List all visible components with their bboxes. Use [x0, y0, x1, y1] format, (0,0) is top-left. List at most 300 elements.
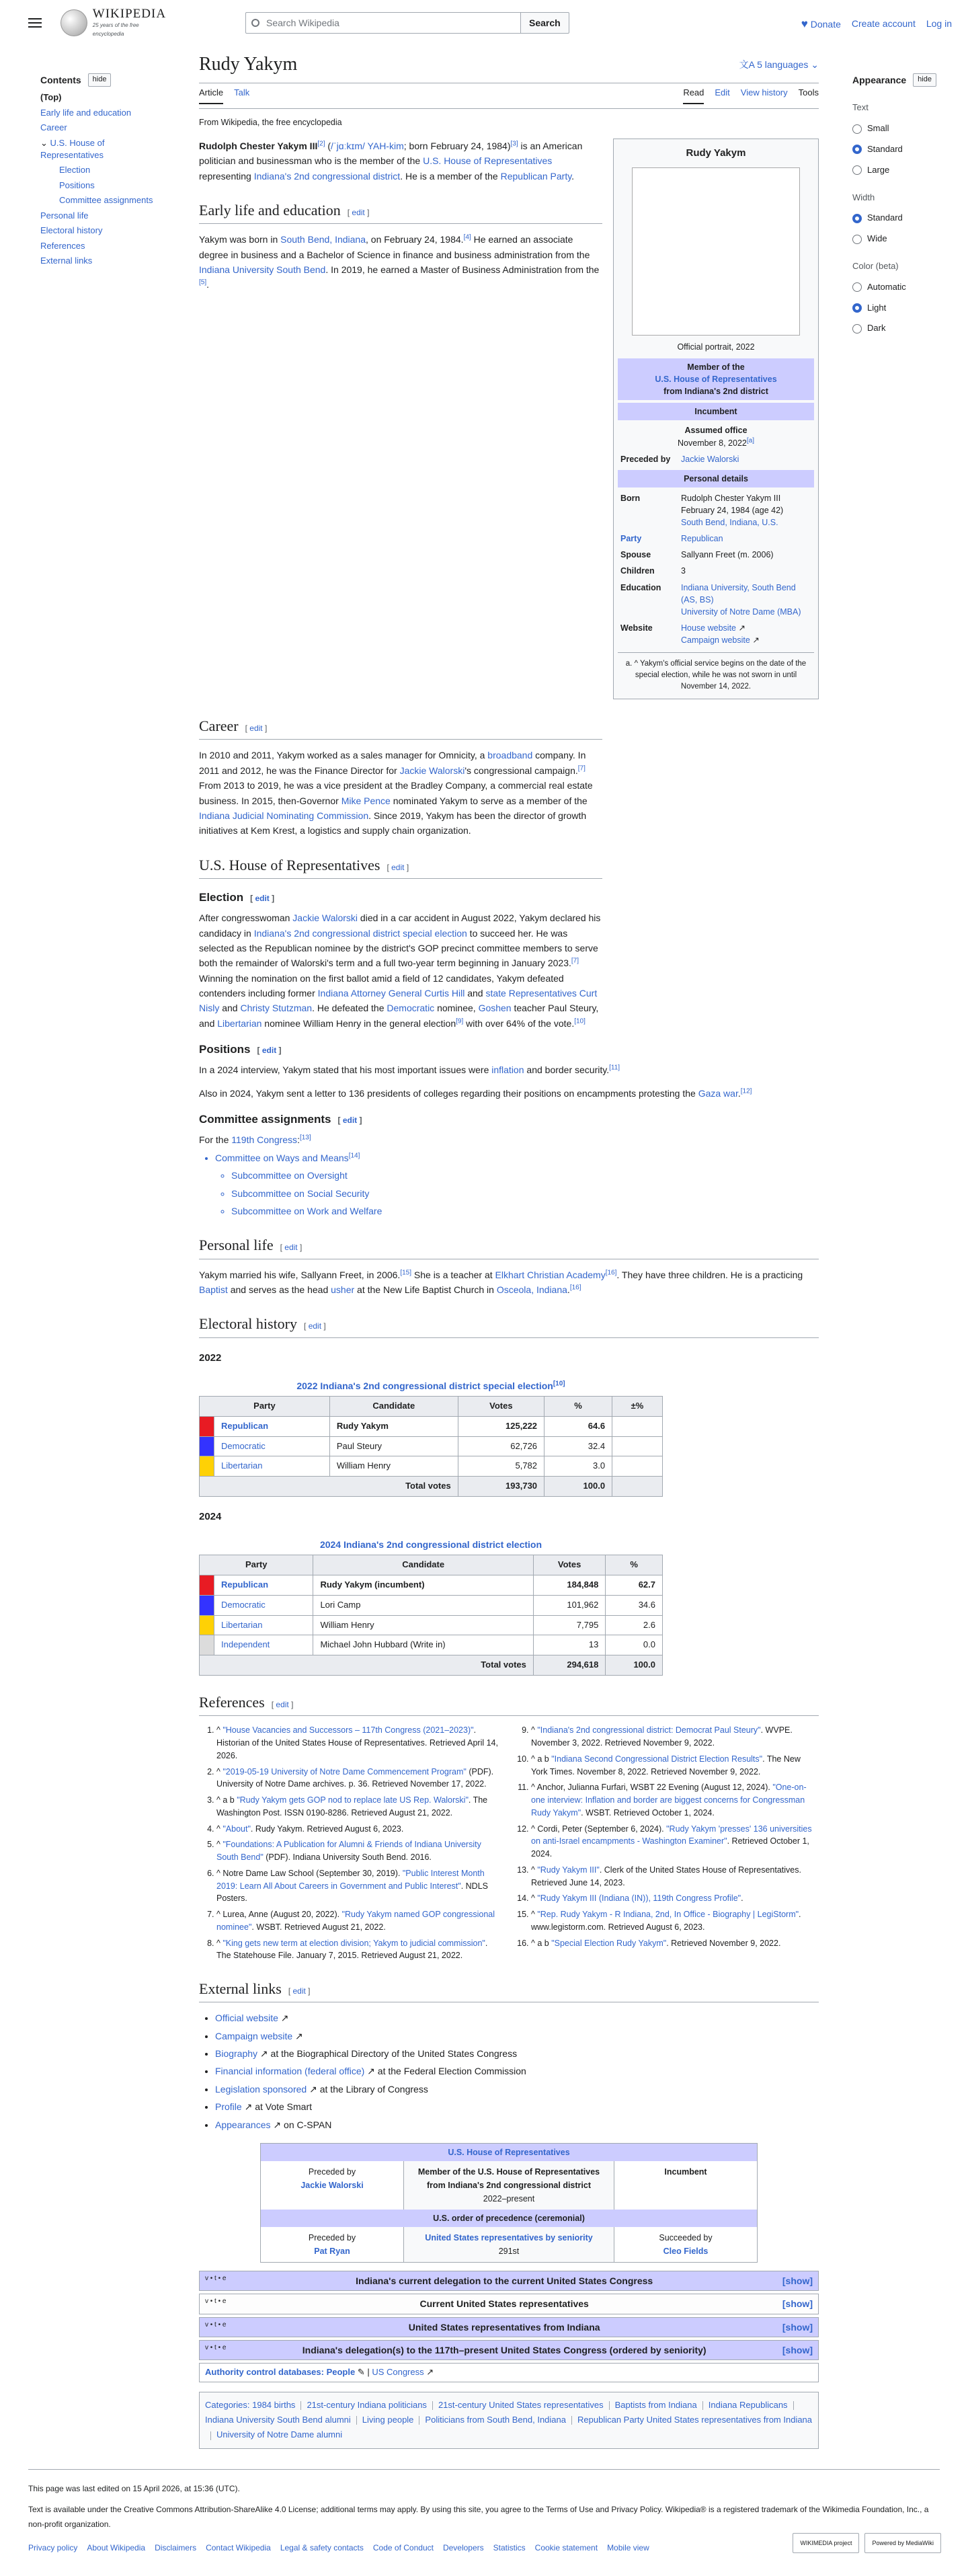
- category-link[interactable]: Baptists from Indiana: [614, 2400, 697, 2411]
- footnote[interactable]: [9]: [456, 1017, 464, 1025]
- preceded-row: Preceded by Jackie Walorski: [618, 451, 814, 467]
- tab-article[interactable]: Article: [199, 86, 223, 104]
- wikimedia-badge[interactable]: WIKIMEDIA project: [793, 2533, 859, 2553]
- pct-cell: 3.0: [544, 1456, 612, 1477]
- link[interactable]: Republican: [681, 534, 723, 544]
- category-separator: [571, 2416, 572, 2425]
- col-party: Party: [200, 1555, 313, 1575]
- category-link[interactable]: Republican Party United States representatives from Indiana: [577, 2415, 813, 2425]
- link[interactable]: Indiana University South Bend: [199, 264, 326, 275]
- ref-prefix: ^ a b: [531, 1938, 552, 1948]
- external-link-icon: ↗: [270, 2119, 282, 2130]
- navbox: [199, 2271, 819, 2291]
- candidate-cell: Rudy Yakym: [329, 1416, 458, 1436]
- footnote[interactable]: [10]: [553, 1379, 565, 1387]
- ref-link[interactable]: "Indiana's 2nd congressional district: Democrat Paul Steury": [537, 1725, 761, 1735]
- link[interactable]: Indiana University, South Bend (AS, BS): [681, 582, 796, 604]
- footnote[interactable]: [12]: [740, 1087, 752, 1095]
- tab-tools[interactable]: Tools: [798, 87, 819, 97]
- candidate-cell: Paul Steury: [329, 1436, 458, 1456]
- color-automatic-option[interactable]: Automatic: [852, 280, 968, 295]
- list-item[interactable]: ◦ Subcommittee on Oversight: [231, 1168, 819, 1183]
- search-input[interactable]: Search Wikipedia: [245, 12, 521, 34]
- category-link[interactable]: 21st-century United States representatives: [438, 2400, 604, 2411]
- ref-link[interactable]: "2019-05-19 University of Notre Dame Commencement Program": [223, 1766, 467, 1777]
- ref-prefix: ^: [531, 1865, 538, 1875]
- pronunciation[interactable]: /ˈjɑːkɪm/ YAH-kim: [331, 140, 404, 151]
- ref-link[interactable]: "About": [223, 1824, 251, 1834]
- link[interactable]: Elkhart Christian Academy: [495, 1269, 606, 1280]
- edit-link[interactable]: [ edit ]: [271, 1700, 294, 1710]
- footnote[interactable]: [7]: [577, 765, 586, 773]
- tab-talk[interactable]: Talk: [234, 87, 250, 97]
- radio-icon: [852, 214, 862, 223]
- login-link[interactable]: Log in: [926, 18, 952, 30]
- pct-cell: 2.6: [606, 1615, 663, 1635]
- list-item: [215, 2099, 819, 2114]
- candidate-cell: William Henry: [329, 1456, 458, 1477]
- list-item[interactable]: ◦ Subcommittee on Work and Welfare: [231, 1204, 819, 1218]
- election-paragraph: After congresswoman Jackie Walorski died in a car accident in August 2022, Yakym declared his candidacy in Indiana's 2nd congressional district special election to succeed her. He was selected as the Republican nominee by the district's GOP precinct committee members to serve both the remainder of Walorski's term and a full two-year term beginning in January 2023.[7] Winning the nomination on the first ballot amid a field of 12 candidates, Yakym defeated contenders including former Indiana Attorney General Curtis Hill and state Representatives Curt Nisly and Christy Stutzman. He defeated the Democratic nominee, Goshen teacher Paul Steury, and Libertarian nominee William Henry in the general election[9] with over 64% of the vote.[10]: [199, 912, 601, 1029]
- external-link[interactable]: Official website: [215, 2013, 278, 2024]
- link[interactable]: South Bend, Indiana: [280, 234, 366, 245]
- footer-link[interactable]: Privacy policy: [28, 2543, 78, 2553]
- appearance-hide-button[interactable]: hide: [913, 73, 936, 87]
- reference-item: [531, 1781, 819, 1819]
- reference-item: [531, 1892, 819, 1905]
- footer-link[interactable]: Contact Wikipedia: [206, 2543, 271, 2553]
- votes-cell: 5,782: [458, 1456, 544, 1477]
- vte-links[interactable]: v • t • e: [205, 2274, 227, 2282]
- committee-intro: For the 119th Congress:[13]: [199, 1134, 311, 1146]
- color-dark-option[interactable]: Dark: [852, 321, 968, 336]
- footnote[interactable]: [7]: [571, 957, 579, 965]
- logo-title: WIKIPEDIA: [92, 7, 167, 21]
- footnote[interactable]: [3]: [510, 140, 518, 148]
- ref-link[interactable]: "Indiana Second Congressional District Election Results": [551, 1754, 763, 1764]
- footnote[interactable]: [13]: [299, 1134, 311, 1142]
- language-button[interactable]: 文A 5 languages ⌄: [739, 59, 819, 71]
- ref-rest: . WVPE. November 3, 2022. Retrieved November 9, 2022.: [531, 1725, 793, 1748]
- toc-item-early-life[interactable]: Early life and education: [40, 107, 132, 118]
- color-light-option[interactable]: Light: [852, 301, 968, 315]
- succeeded-cell: Succeeded by Cleo Fields: [659, 2232, 713, 2256]
- ref-prefix: ^ a b: [216, 1795, 237, 1805]
- ref-rest: . NDLS Posters.: [216, 1881, 488, 1904]
- article-content: [199, 46, 819, 2449]
- ref-prefix: ^: [216, 1824, 223, 1834]
- navbox-header: [200, 2318, 818, 2337]
- ref-rest: . The New York Times. November 8, 2022. Retrieved November 9, 2022.: [531, 1754, 801, 1777]
- link[interactable]: Cleo Fields: [663, 2246, 709, 2256]
- reference-item: [531, 1864, 819, 1889]
- search-icon: [251, 19, 259, 27]
- external-link[interactable]: Financial information (federal office): [215, 2066, 365, 2077]
- candidate-cell: William Henry: [313, 1615, 533, 1635]
- ref-link[interactable]: "Foundations: A Publication for Alumni & Friends of Indiana University South Bend": [216, 1840, 481, 1862]
- office-band: Member of the U.S. House of Representatives from Indiana's 2nd district: [618, 358, 814, 400]
- toc-hide-button[interactable]: hide: [88, 73, 112, 87]
- footnote[interactable]: [4]: [463, 233, 471, 241]
- category-link[interactable]: 21st-century Indiana politicians: [307, 2400, 427, 2411]
- vte-links[interactable]: v • t • e: [205, 2320, 227, 2329]
- subsection-committee: Committee assignments [ edit ]: [199, 1113, 362, 1126]
- link[interactable]: U.S. House of Representatives: [423, 155, 553, 167]
- footnote[interactable]: [5]: [199, 278, 207, 286]
- toc-item-top[interactable]: (Top): [40, 92, 62, 103]
- table-row: [200, 1615, 663, 1635]
- external-link[interactable]: Campaign website: [215, 2030, 293, 2041]
- party-cell[interactable]: Democratic: [214, 1595, 313, 1615]
- link[interactable]: Jackie Walorski: [300, 2180, 364, 2190]
- search-button[interactable]: Search: [521, 12, 569, 34]
- infobox-title: Rudy Yakym: [686, 147, 746, 159]
- link[interactable]: Democratic: [387, 1003, 435, 1014]
- edit-link[interactable]: [ edit ]: [337, 1116, 362, 1126]
- external-link-icon: ↗: [241, 2101, 253, 2113]
- edit-link[interactable]: [ edit ]: [387, 862, 409, 872]
- section-references: References [ edit ]: [199, 1690, 819, 1716]
- categories-label[interactable]: Categories:: [205, 2400, 250, 2411]
- ref-prefix: ^: [216, 1840, 223, 1850]
- edit-link[interactable]: [ edit ]: [250, 893, 275, 903]
- election-table-2022: [199, 1376, 663, 1497]
- ref-rest: .: [741, 1894, 743, 1904]
- link[interactable]: Christy Stutzman: [240, 1003, 313, 1014]
- link[interactable]: Campaign website: [681, 635, 750, 646]
- section-career: Career [ edit ]: [199, 714, 602, 740]
- ref-prefix: ^: [216, 1938, 223, 1948]
- election-table-2024: [199, 1534, 663, 1676]
- external-link-icon: ↗: [257, 2047, 268, 2059]
- ref-link[interactable]: "Rudy Yakym 'presses' 136 universities on anti-Israel encampments - Washington Examiner": [531, 1824, 812, 1846]
- link[interactable]: Osceola, Indiana: [496, 1284, 567, 1295]
- show-toggle[interactable]: [show]: [782, 2275, 813, 2286]
- positions-paragraph-1: In a 2024 interview, Yakym stated that his most important issues were inflation and border security.[11]: [199, 1064, 620, 1076]
- footer-link[interactable]: Developers: [442, 2543, 484, 2553]
- width-standard-option[interactable]: Standard: [852, 211, 968, 225]
- ref-rest: . www.legistorm.com. Retrieved August 6, 2023.: [531, 1910, 801, 1932]
- ref-prefix: ^: [216, 1725, 223, 1735]
- category-link[interactable]: University of Notre Dame alumni: [216, 2429, 343, 2440]
- list-item[interactable]: • Committee on Ways and Means[14] ◦ Subcommittee on Oversight ◦ Subcommittee on Social Security ◦ Subcommittee on Work and Welfare: [215, 1150, 819, 1219]
- infobox-note: a. ^ Yakym's official service begins on the date of the special election, while he was not sworn in until November 14, 2022.: [618, 652, 814, 692]
- toc-item-external[interactable]: External links: [40, 256, 93, 266]
- votes-cell: 184,848: [533, 1575, 605, 1596]
- navbox-group: [199, 2271, 819, 2361]
- link[interactable]: Indiana's 2nd congressional district: [253, 170, 401, 182]
- edit-link[interactable]: [ edit ]: [288, 1986, 311, 1996]
- party-cell[interactable]: Republican: [214, 1416, 330, 1436]
- career-paragraph: In 2010 and 2011, Yakym worked as a sales manager for Omnicity, a broadband company. In 2011 and 2012, he was the Finance Director for Jackie Walorski's congressional campaign.[7] From 2013 to 2019, he was a vice president at the Bradley Company, a commercial real estate business. In 2015, then-Governor Mike Pence nominated Yakym to serve as a member of the Indiana Judicial Nominating Commission. Since 2019, Yakym has been the director of growth initiatives at Kem Krest, a logistics and supply chain organization.: [199, 750, 593, 836]
- category-separator: [356, 2416, 357, 2425]
- ref-prefix: ^: [531, 1894, 538, 1904]
- precedence-header[interactable]: U.S. order of precedence (ceremonial): [261, 2210, 757, 2227]
- votes-cell: 62,726: [458, 1436, 544, 1456]
- create-account-link[interactable]: Create account: [851, 18, 916, 30]
- navbox: [199, 2294, 819, 2314]
- party-cell[interactable]: Libertarian: [214, 1456, 330, 1477]
- link[interactable]: Jackie Walorski: [681, 454, 739, 464]
- link[interactable]: Baptist: [199, 1284, 228, 1295]
- ref-prefix: ^: [531, 1725, 538, 1735]
- category-link[interactable]: Living people: [362, 2415, 414, 2425]
- footer-link[interactable]: Mobile view: [607, 2543, 649, 2553]
- ref-link[interactable]: "King gets new term at election division; Yakym to judicial commission": [223, 1938, 485, 1948]
- change-cell: [612, 1477, 663, 1497]
- ref-link[interactable]: "House Vacancies and Successors – 117th Congress (2021–2023)": [223, 1725, 474, 1735]
- link[interactable]: state Representatives Curt Nisly: [199, 988, 598, 1014]
- footer-link[interactable]: Legal & safety contacts: [280, 2543, 364, 2553]
- footnote[interactable]: [2]: [317, 140, 325, 148]
- ref-link[interactable]: "One-on-one interview: Inflation and border are biggest concerns for Congressman Rudy Yakym": [531, 1783, 807, 1818]
- category-link[interactable]: Indiana University South Bend alumni: [205, 2415, 351, 2425]
- ref-prefix: ^ Cordi, Peter (September 6, 2024).: [531, 1824, 667, 1834]
- link[interactable]: Mike Pence: [341, 795, 391, 806]
- category-link[interactable]: Indiana Republicans: [708, 2400, 788, 2411]
- category-link[interactable]: Politicians from South Bend, Indiana: [425, 2415, 566, 2425]
- navbox-header: [200, 2271, 818, 2290]
- party-color-swatch: [200, 1595, 214, 1615]
- reference-item: [531, 1823, 819, 1861]
- pct-cell: 62.7: [606, 1575, 663, 1596]
- ref-rest: . Rudy Yakym. Retrieved August 6, 2023.: [250, 1824, 404, 1834]
- personal-details-band: Personal details: [618, 470, 814, 487]
- ref-prefix: ^: [216, 1766, 223, 1777]
- external-desc: at Vote Smart: [252, 2101, 313, 2113]
- ref-link[interactable]: "Public Interest Month 2019: Learn All About Careers in Government and Public Interest": [216, 1868, 485, 1891]
- donate-link[interactable]: ♥ Donate: [801, 17, 841, 30]
- ref-prefix: ^ a b: [531, 1754, 552, 1764]
- edit-link[interactable]: [ edit ]: [304, 1321, 326, 1331]
- col-pct: %: [606, 1555, 663, 1575]
- list-item: [215, 2117, 819, 2132]
- tab-edit[interactable]: Edit: [715, 87, 730, 97]
- footnote[interactable]: [14]: [348, 1152, 360, 1160]
- tab-read[interactable]: Read: [683, 86, 704, 104]
- col-candidate: Candidate: [329, 1396, 458, 1416]
- footnote[interactable]: [16]: [605, 1268, 617, 1276]
- tab-view-history[interactable]: View history: [740, 87, 788, 97]
- navbox-title[interactable]: United States representatives from Indiana: [408, 2321, 600, 2333]
- ref-link[interactable]: "Special Election Rudy Yakym": [551, 1938, 667, 1948]
- vte-links[interactable]: v • t • e: [205, 2344, 227, 2352]
- table-of-contents: [40, 46, 161, 2449]
- reference-item: [216, 1724, 504, 1762]
- party-cell[interactable]: Republican: [214, 1575, 313, 1596]
- width-wide-option[interactable]: Wide: [852, 232, 968, 246]
- ref-rest: (PDF). Indiana University South Bend. 2016.: [263, 1852, 432, 1862]
- link[interactable]: Indiana Attorney General Curtis Hill: [317, 988, 465, 999]
- ref-link[interactable]: "Rudy Yakym gets GOP nod to replace late US Rep. Walorski": [237, 1795, 469, 1805]
- pct-cell: 64.6: [544, 1416, 612, 1436]
- toc-item-positions[interactable]: Positions: [59, 180, 95, 190]
- reference-list: [199, 1724, 819, 1962]
- ref-rest: . WSBT. Retrieved October 1, 2024.: [581, 1807, 715, 1818]
- external-desc: at the Biographical Directory of the United States Congress: [268, 2047, 518, 2059]
- pct-cell: 0.0: [606, 1635, 663, 1655]
- toc-item-career[interactable]: Career: [40, 122, 67, 133]
- navbox-title[interactable]: Current United States representatives: [419, 2298, 589, 2310]
- footer-link[interactable]: Disclaimers: [155, 2543, 197, 2553]
- ref-link[interactable]: "Rudy Yakym named GOP congressional nominee": [216, 1910, 495, 1932]
- ref-prefix: ^ Notre Dame Law School (September 30, 2019).: [216, 1868, 403, 1878]
- radio-icon: [852, 124, 862, 134]
- category-separator: [702, 2401, 703, 2410]
- table-caption[interactable]: 2022 Indiana's 2nd congressional district special election: [296, 1380, 553, 1391]
- link[interactable]: University of Notre Dame (MBA): [681, 607, 801, 617]
- category-separator: [432, 2401, 433, 2410]
- wikipedia-logo[interactable]: [61, 7, 171, 39]
- ref-rest: . The Statehouse File. January 7, 2015. Retrieved August 21, 2022.: [216, 1938, 488, 1961]
- navbox-header: [200, 2341, 818, 2359]
- external-link[interactable]: Profile: [215, 2101, 242, 2113]
- link[interactable]: usher: [331, 1284, 355, 1295]
- party-cell[interactable]: Democratic: [214, 1436, 330, 1456]
- col-party: Party: [200, 1396, 330, 1416]
- ref-link[interactable]: "Rudy Yakym III": [537, 1865, 600, 1875]
- vte-links[interactable]: v • t • e: [205, 2298, 227, 2306]
- link[interactable]: Jackie Walorski: [292, 912, 358, 924]
- edit-link[interactable]: [ edit ]: [347, 207, 370, 217]
- toc-item-election[interactable]: Election: [59, 165, 91, 175]
- table-row: [200, 1635, 663, 1655]
- total-label: Total votes: [200, 1477, 458, 1497]
- external-link[interactable]: Appearances: [215, 2119, 271, 2130]
- party-cell[interactable]: Libertarian: [214, 1615, 313, 1635]
- year-2022: 2022: [199, 1352, 222, 1364]
- toc-item-house[interactable]: ⌄ U.S. House of Representatives: [40, 138, 105, 160]
- link[interactable]: broadband: [487, 750, 533, 761]
- footer-link[interactable]: Cookie statement: [534, 2543, 598, 2553]
- candidate-cell: Rudy Yakym (incumbent): [313, 1575, 533, 1596]
- ref-rest: . Retrieved October 1, 2024.: [531, 1836, 809, 1859]
- party-cell[interactable]: Independent: [214, 1635, 313, 1655]
- section-house: U.S. House of Representatives [ edit ]: [199, 853, 602, 879]
- footnote[interactable]: [15]: [400, 1268, 411, 1276]
- link[interactable]: U.S. House of Representatives: [655, 374, 777, 384]
- toc-item-committee[interactable]: Committee assignments: [59, 195, 153, 206]
- external-link[interactable]: Legislation sponsored: [215, 2083, 307, 2095]
- succession-header[interactable]: U.S. House of Representatives: [261, 2144, 757, 2161]
- succession-box: [260, 2143, 758, 2263]
- footer-link[interactable]: Code of Conduct: [372, 2543, 434, 2553]
- toc-item-personal[interactable]: Personal life: [40, 210, 89, 221]
- heart-icon: ♥: [801, 17, 808, 30]
- education-row: Education Indiana University, South Bend (AS, BS) University of Notre Dame (MBA): [620, 582, 801, 617]
- authority-control: Authority control databases: People ✎ | US Congress ↗: [199, 2363, 819, 2382]
- link[interactable]: Gaza war: [698, 1087, 738, 1099]
- change-cell: [612, 1456, 663, 1477]
- footnote[interactable]: [10]: [574, 1017, 586, 1025]
- page-footer: [28, 2469, 940, 2576]
- link[interactable]: Indiana's 2nd congressional district special election: [253, 927, 467, 939]
- category-link[interactable]: 1984 births: [252, 2400, 296, 2411]
- link[interactable]: Indiana Judicial Nominating Commission: [199, 810, 369, 821]
- show-toggle[interactable]: [show]: [782, 2298, 813, 2310]
- ref-link[interactable]: "Rep. Rudy Yakym - R Indiana, 2nd, In Office - Biography | LegiStorm": [537, 1910, 799, 1919]
- party-color-swatch: [200, 1456, 214, 1477]
- link[interactable]: House website: [681, 623, 736, 633]
- toc-item-references[interactable]: References: [40, 240, 85, 251]
- category-separator: [300, 2401, 301, 2410]
- link[interactable]: inflation: [491, 1064, 524, 1076]
- footer-link[interactable]: Statistics: [493, 2543, 526, 2553]
- list-item[interactable]: ◦ Subcommittee on Social Security: [231, 1186, 819, 1201]
- navbox-title[interactable]: Indiana's delegation(s) to the 117th–present United States Congress (ordered by seniority): [302, 2345, 707, 2356]
- section-electoral: Electoral history [ edit ]: [199, 1312, 819, 1337]
- portrait-image[interactable]: [632, 167, 800, 336]
- votes-cell: 101,962: [533, 1595, 605, 1615]
- link[interactable]: Republican Party: [500, 170, 572, 182]
- col-pct: %: [544, 1396, 612, 1416]
- candidate-cell: Michael John Hubbard (Write in): [313, 1635, 533, 1655]
- votes-cell: 13: [533, 1635, 605, 1655]
- toc-item-electoral[interactable]: Electoral history: [40, 225, 103, 236]
- col-change[interactable]: ±%: [612, 1396, 663, 1416]
- external-link[interactable]: Biography: [215, 2047, 258, 2059]
- edit-link[interactable]: [ edit ]: [245, 724, 268, 734]
- chevron-down-icon[interactable]: ⌄: [40, 138, 50, 149]
- table-row: [200, 1595, 663, 1615]
- subsection-election: Election [ edit ]: [199, 890, 275, 904]
- text-small-option[interactable]: Small: [852, 122, 968, 136]
- main-menu-icon[interactable]: [28, 18, 42, 28]
- early-paragraph: Yakym was born in South Bend, Indiana, on February 24, 1984.[4] He earned an associate degree in business and a Bachelor of Science in finance and business administration from the Indiana University South Bend. In 2019, he earned a Master of Business Administration from the [5].: [199, 233, 600, 290]
- table-caption[interactable]: 2024 Indiana's 2nd congressional district election: [319, 1538, 542, 1550]
- party-row: Party Republican: [618, 531, 814, 547]
- reference-item: [216, 1908, 504, 1934]
- list-item: [215, 2064, 819, 2078]
- text-large-option[interactable]: Large: [852, 163, 968, 178]
- external-link-icon: ↗: [307, 2083, 317, 2095]
- table-row: [200, 1436, 663, 1456]
- footnote[interactable]: [16]: [569, 1284, 581, 1292]
- show-toggle[interactable]: [show]: [782, 2345, 813, 2356]
- portrait-caption: Official portrait, 2022: [677, 342, 755, 352]
- link[interactable]: 119th Congress: [231, 1134, 298, 1146]
- reference-item: [216, 1867, 504, 1905]
- footer-link[interactable]: About Wikipedia: [87, 2543, 146, 2553]
- list-item: [215, 2046, 819, 2061]
- ref-link[interactable]: "Rudy Yakym III (Indiana (IN)), 119th Congress Profile": [537, 1894, 741, 1904]
- external-desc: on C-SPAN: [281, 2119, 332, 2130]
- ref-prefix: ^ Anchor, Julianna Furfari, WSBT 22 Evening (August 12, 2024).: [531, 1783, 773, 1793]
- infobox: [613, 139, 819, 699]
- link[interactable]: Pat Ryan: [314, 2246, 350, 2256]
- link[interactable]: Libertarian: [217, 1017, 262, 1029]
- footnote[interactable]: [11]: [609, 1064, 620, 1072]
- list-item: [215, 2011, 819, 2025]
- mediawiki-badge[interactable]: Powered by MediaWiki: [864, 2533, 941, 2553]
- text-standard-option[interactable]: Standard: [852, 143, 968, 157]
- radio-icon: [852, 303, 862, 313]
- link[interactable]: Goshen: [478, 1003, 512, 1014]
- reference-item: [531, 1753, 819, 1779]
- navbox-title[interactable]: Indiana's current delegation to the current United States Congress: [356, 2275, 653, 2286]
- link[interactable]: South Bend, Indiana, U.S.: [681, 518, 778, 528]
- link[interactable]: Jackie Walorski: [399, 765, 465, 776]
- party-color-swatch: [200, 1416, 214, 1436]
- subsection-positions: Positions [ edit ]: [199, 1043, 282, 1056]
- show-toggle[interactable]: [show]: [782, 2321, 813, 2333]
- radio-icon: [852, 235, 862, 244]
- category-separator: [609, 2401, 610, 2410]
- edit-link[interactable]: [ edit ]: [257, 1046, 282, 1056]
- footnote[interactable]: [a]: [746, 437, 754, 445]
- edit-link[interactable]: [ edit ]: [280, 1243, 302, 1253]
- reference-item: [216, 1937, 504, 1963]
